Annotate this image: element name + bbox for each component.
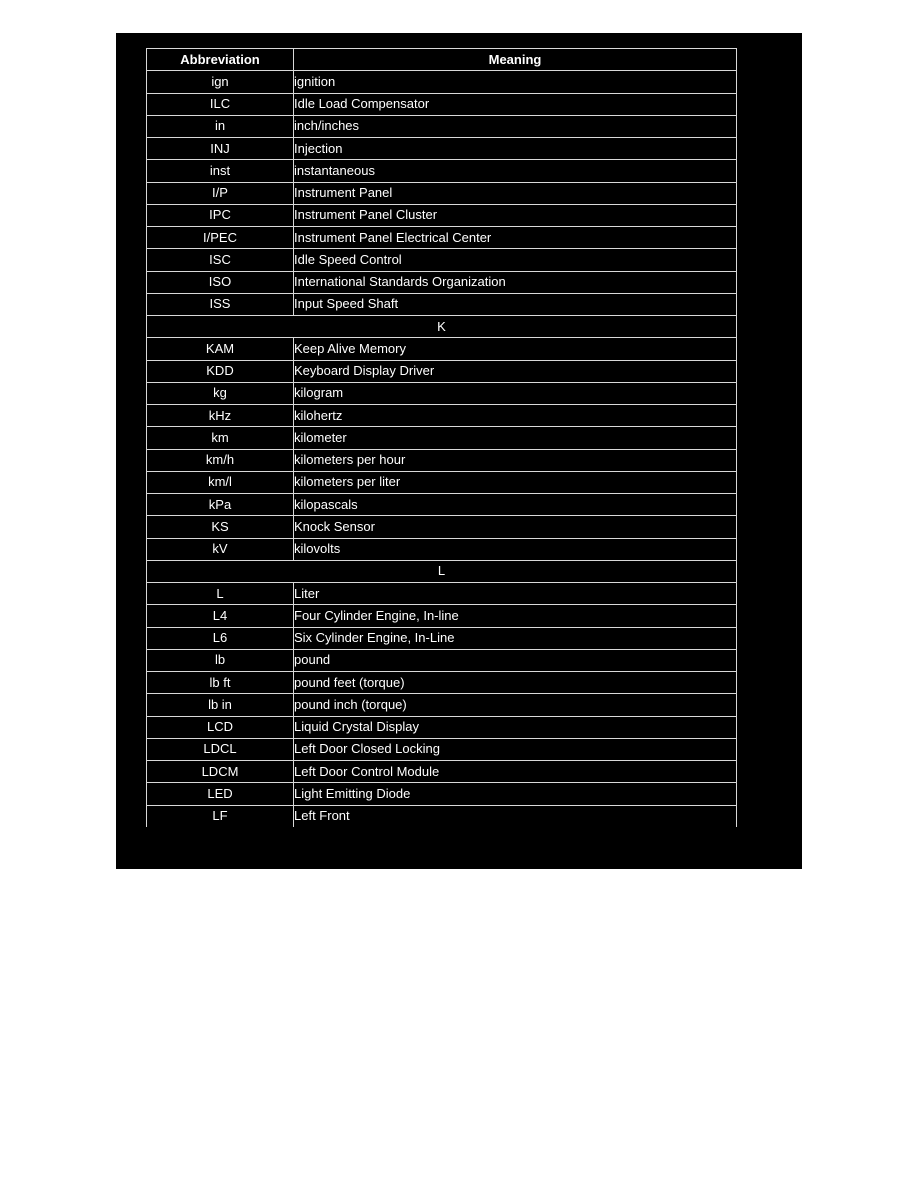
- table-row: [147, 516, 737, 538]
- meaning-cell: Instrument Panel Electrical Center: [294, 227, 737, 249]
- table-row: [147, 761, 737, 783]
- abbreviation-cell: I/P: [147, 182, 294, 204]
- table-row: [147, 93, 737, 115]
- meaning-cell: kilometers per hour: [294, 449, 737, 471]
- abbreviation-cell: inst: [147, 160, 294, 182]
- abbreviation-cell: lb in: [147, 694, 294, 716]
- meaning-cell: pound: [294, 649, 737, 671]
- abbreviation-cell: ISO: [147, 271, 294, 293]
- table-row: [147, 382, 737, 404]
- table-row: [147, 427, 737, 449]
- table-row: [147, 204, 737, 226]
- meaning-cell: kilovolts: [294, 538, 737, 560]
- table-row: [147, 360, 737, 382]
- table-row: [147, 160, 737, 182]
- table-row: [147, 716, 737, 738]
- meaning-cell: International Standards Organization: [294, 271, 737, 293]
- meaning-cell: pound inch (torque): [294, 694, 737, 716]
- abbreviation-cell: LED: [147, 783, 294, 805]
- meaning-cell: Input Speed Shaft: [294, 293, 737, 315]
- table-body: [147, 71, 737, 828]
- section-header-row: [147, 560, 737, 582]
- abbreviation-cell: LCD: [147, 716, 294, 738]
- meaning-cell: Left Door Closed Locking: [294, 738, 737, 760]
- meaning-cell: Light Emitting Diode: [294, 783, 737, 805]
- abbreviation-cell: L: [147, 583, 294, 605]
- abbreviation-cell: in: [147, 115, 294, 137]
- meaning-cell: Six Cylinder Engine, In-Line: [294, 627, 737, 649]
- abbreviation-cell: kHz: [147, 405, 294, 427]
- meaning-cell: Liquid Crystal Display: [294, 716, 737, 738]
- abbreviation-cell: kPa: [147, 494, 294, 516]
- table-row: [147, 405, 737, 427]
- table-row: [147, 182, 737, 204]
- meaning-cell: Four Cylinder Engine, In-line: [294, 605, 737, 627]
- abbreviation-column-header: Abbreviation: [147, 49, 294, 71]
- abbreviation-cell: ISS: [147, 293, 294, 315]
- abbreviation-cell: IPC: [147, 204, 294, 226]
- section-letter: L: [147, 560, 737, 582]
- abbreviation-cell: lb: [147, 649, 294, 671]
- table-row: [147, 649, 737, 671]
- meaning-column-header: Meaning: [294, 49, 737, 71]
- scanned-page-image: [116, 33, 802, 869]
- table-row: [147, 471, 737, 493]
- abbreviation-cell: kV: [147, 538, 294, 560]
- abbreviation-cell: km: [147, 427, 294, 449]
- meaning-cell: pound feet (torque): [294, 672, 737, 694]
- meaning-cell: Idle Load Compensator: [294, 93, 737, 115]
- section-letter: K: [147, 316, 737, 338]
- abbreviation-cell: ign: [147, 71, 294, 93]
- meaning-cell: Idle Speed Control: [294, 249, 737, 271]
- table-row: [147, 227, 737, 249]
- meaning-cell: Instrument Panel: [294, 182, 737, 204]
- abbreviation-cell: L4: [147, 605, 294, 627]
- table-row: [147, 449, 737, 471]
- table-row: [147, 672, 737, 694]
- table-row: [147, 293, 737, 315]
- table-row: [147, 783, 737, 805]
- meaning-cell: kilometers per liter: [294, 471, 737, 493]
- abbreviation-cell: lb ft: [147, 672, 294, 694]
- table-row: [147, 271, 737, 293]
- table-row: [147, 738, 737, 760]
- table-row: [147, 805, 737, 827]
- abbreviation-table: [146, 48, 737, 827]
- table-row: [147, 605, 737, 627]
- table-row: [147, 538, 737, 560]
- abbreviation-cell: KS: [147, 516, 294, 538]
- meaning-cell: Left Door Control Module: [294, 761, 737, 783]
- abbreviation-cell: LDCL: [147, 738, 294, 760]
- table-row: [147, 249, 737, 271]
- table-row: [147, 338, 737, 360]
- meaning-cell: Injection: [294, 138, 737, 160]
- table-row: [147, 694, 737, 716]
- table-row: [147, 138, 737, 160]
- abbreviation-cell: KDD: [147, 360, 294, 382]
- meaning-cell: ignition: [294, 71, 737, 93]
- meaning-cell: Knock Sensor: [294, 516, 737, 538]
- abbreviation-cell: I/PEC: [147, 227, 294, 249]
- table-row: [147, 71, 737, 93]
- meaning-cell: Keep Alive Memory: [294, 338, 737, 360]
- abbreviation-cell: kg: [147, 382, 294, 404]
- abbreviation-cell: km/l: [147, 471, 294, 493]
- abbreviation-cell: LF: [147, 805, 294, 827]
- meaning-cell: kilogram: [294, 382, 737, 404]
- section-header-row: [147, 316, 737, 338]
- header-row: [147, 49, 737, 71]
- table-row: [147, 115, 737, 137]
- abbreviation-cell: L6: [147, 627, 294, 649]
- abbreviation-cell: LDCM: [147, 761, 294, 783]
- abbreviation-cell: ISC: [147, 249, 294, 271]
- abbreviation-cell: ILC: [147, 93, 294, 115]
- abbreviation-cell: KAM: [147, 338, 294, 360]
- meaning-cell: Left Front: [294, 805, 737, 827]
- table-row: [147, 494, 737, 516]
- meaning-cell: kilohertz: [294, 405, 737, 427]
- meaning-cell: kilopascals: [294, 494, 737, 516]
- meaning-cell: Liter: [294, 583, 737, 605]
- meaning-cell: Instrument Panel Cluster: [294, 204, 737, 226]
- meaning-cell: Keyboard Display Driver: [294, 360, 737, 382]
- table-row: [147, 627, 737, 649]
- table-row: [147, 583, 737, 605]
- meaning-cell: inch/inches: [294, 115, 737, 137]
- meaning-cell: kilometer: [294, 427, 737, 449]
- meaning-cell: instantaneous: [294, 160, 737, 182]
- abbreviation-cell: km/h: [147, 449, 294, 471]
- abbreviation-cell: INJ: [147, 138, 294, 160]
